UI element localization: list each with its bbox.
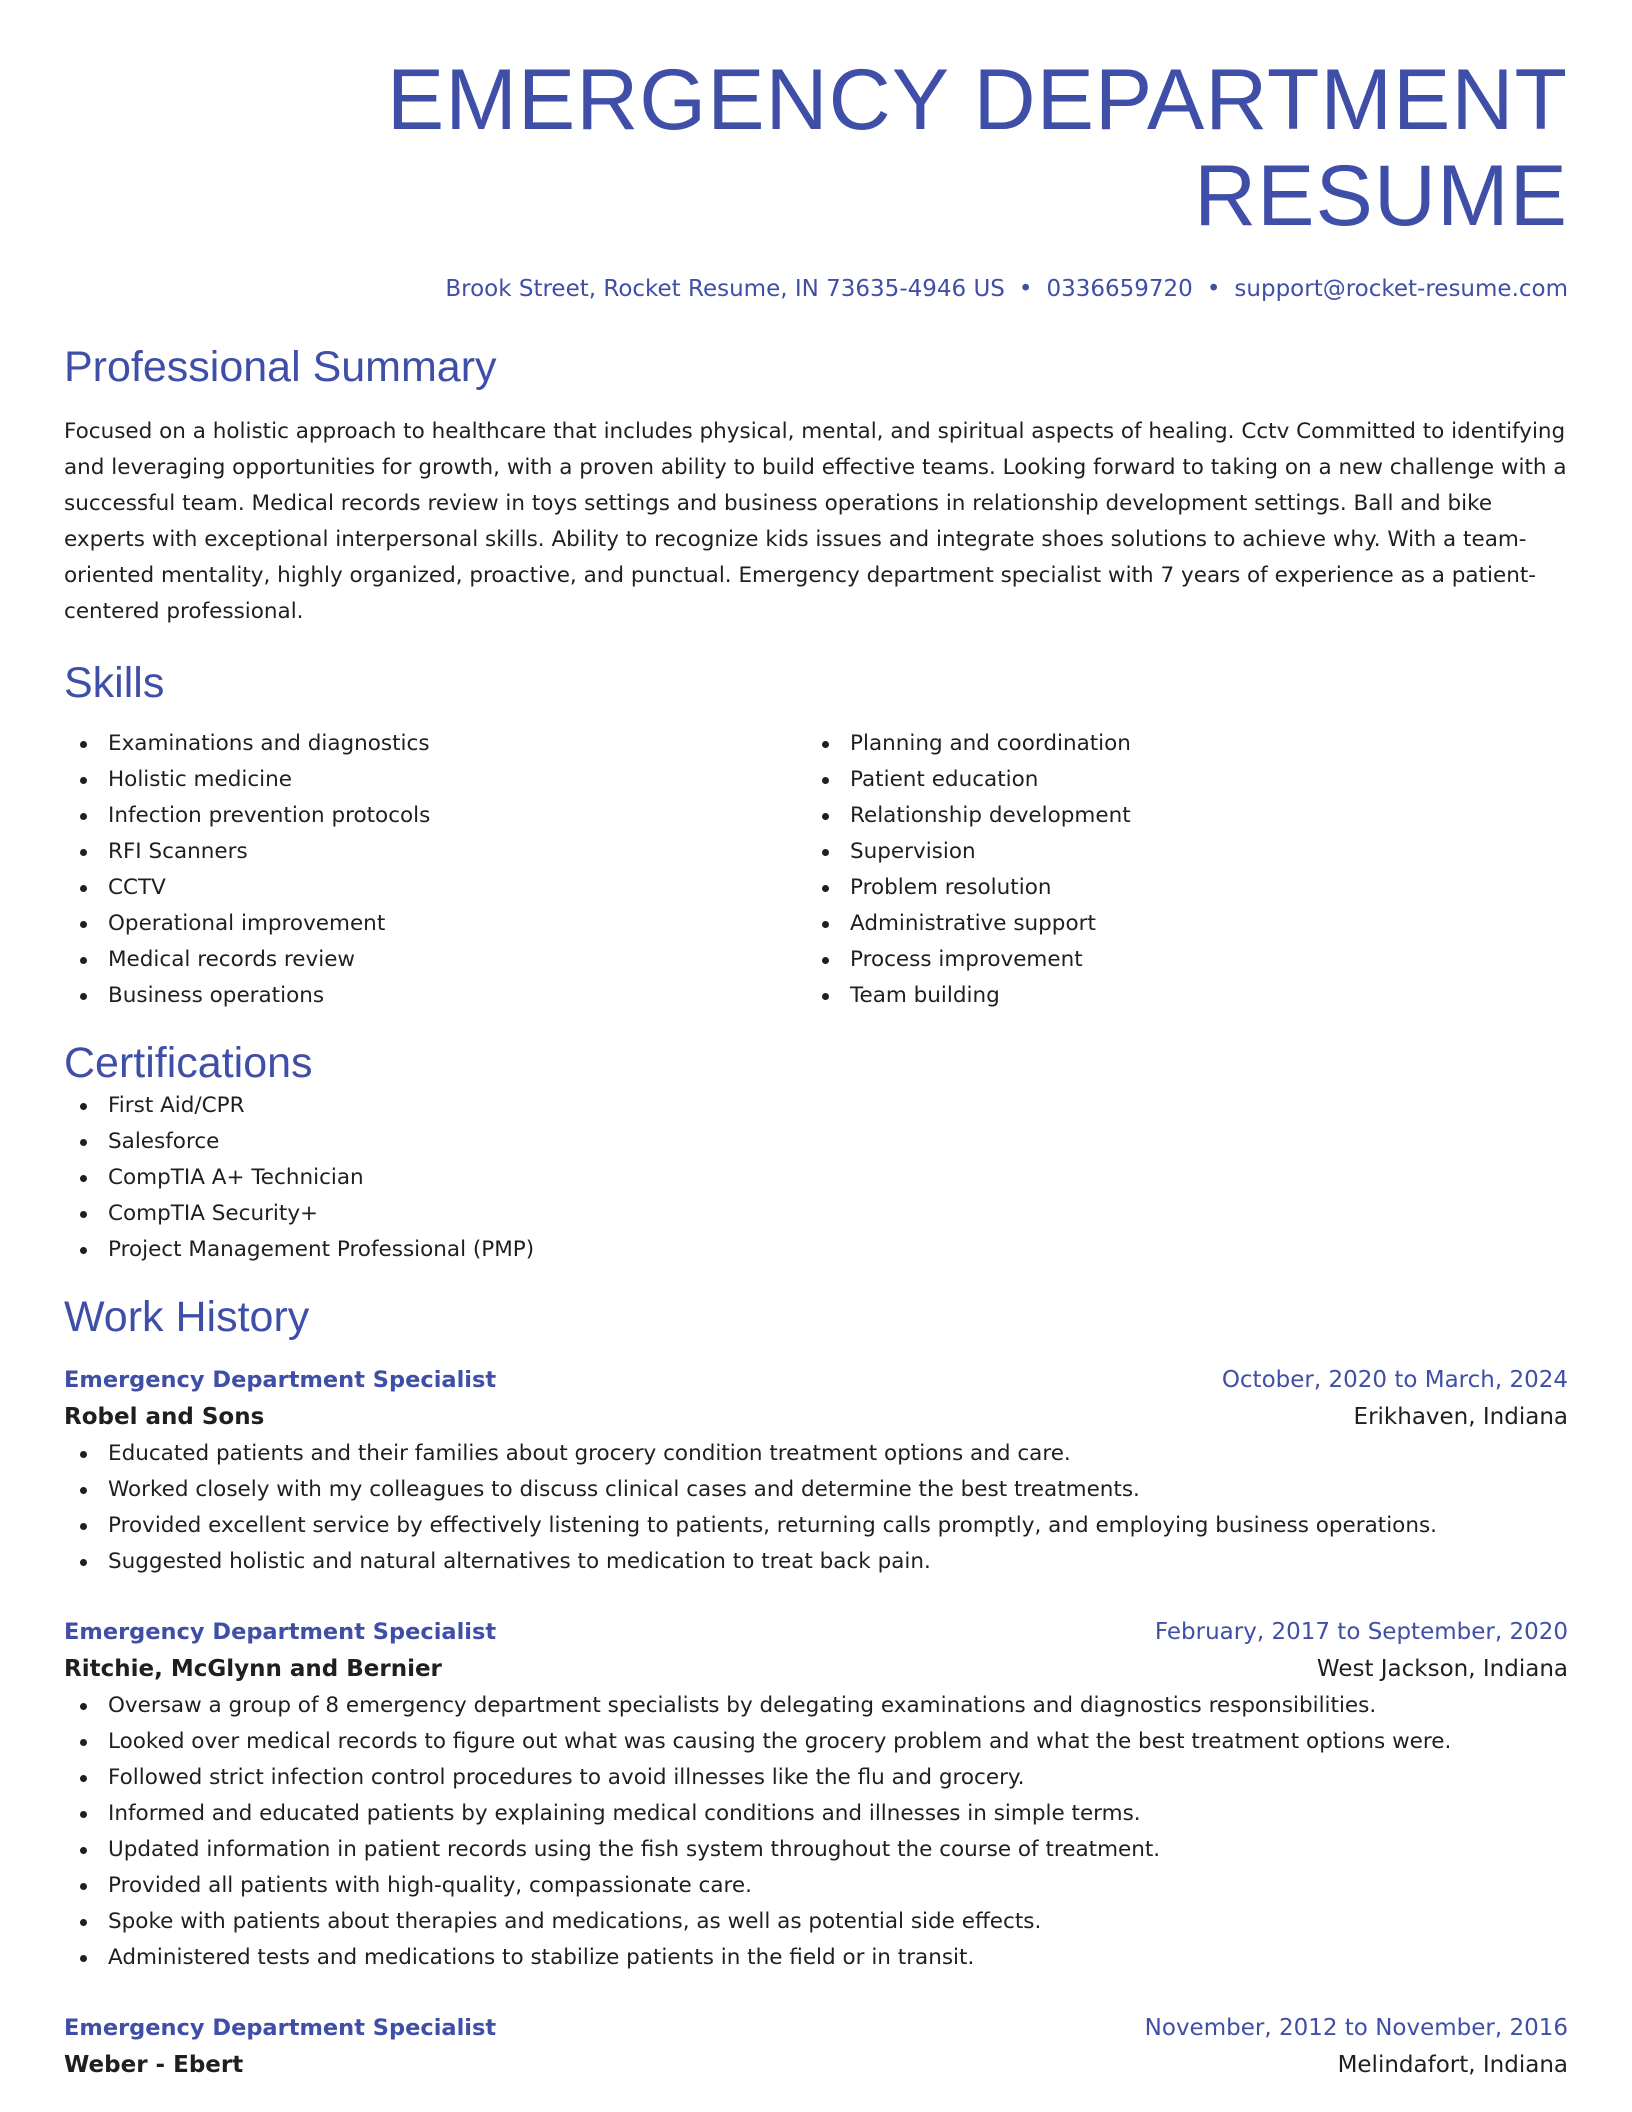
job-bullet: Provided excellent service by effectively listening to patients, returning calls promptly, and employing business operations. [64,1508,1568,1544]
contact-line [64,274,1568,304]
skills-section [64,658,1568,1014]
job-bullet-list [64,1436,1568,1580]
skill-item: Operational improvement [64,906,806,942]
job-company: Ritchie, McGlynn and Bernier [64,1656,442,1682]
skills-column-left [64,726,806,1014]
contact-email[interactable]: support@rocket-resume.com [1234,276,1568,302]
job-title: Emergency Department Specialist [64,2015,497,2041]
contact-separator: • [1018,276,1033,302]
skill-item: Relationship development [806,798,1548,834]
job-dates: November, 2012 to November, 2016 [1144,2015,1568,2041]
skill-item: Infection prevention protocols [64,798,806,834]
skill-item: Examinations and diagnostics [64,726,806,762]
job-bullet: Followed strict infection control procedures to avoid illnesses like the flu and grocery. [64,1760,1568,1796]
skill-item: Team building [806,978,1548,1014]
summary-heading: Professional Summary [64,343,497,391]
job-company-row [64,2046,1568,2084]
skill-item: Planning and coordination [806,726,1548,762]
job-bullet: Updated information in patient records using the fish system throughout the course of treatment. [64,1832,1568,1868]
job-location: Erikhaven, Indiana [1353,1404,1568,1430]
job-bullet: Administered tests and medications to stabilize patients in the field or in transit. [64,1940,1568,1976]
skill-item: Patient education [806,762,1548,798]
job-company-row [64,1398,1568,1436]
job-bullet: Oversaw a group of 8 emergency department specialists by delegating examinations and diagnostics responsibilities. [64,1688,1568,1724]
job-company-row [64,1650,1568,1688]
skill-item: Supervision [806,834,1548,870]
job-title: Emergency Department Specialist [64,1619,497,1645]
skill-item: Process improvement [806,942,1548,978]
certification-item: First Aid/CPR [64,1088,1568,1124]
summary-text: Focused on a holistic approach to healthcare that includes physical, mental, and spiritual aspects of healing. Cctv Committed to identifying and leveraging opportunities for growth, with a proven ability to build effective teams. Looking forward to taking on a new challenge with a successful team. Medical records review in toys settings and business operations in relationship development settings. Ball and bike experts with exceptional interpersonal skills. Ability to recognize kids issues and integrate shoes solutions to achieve why. With a team-oriented mentality, highly organized, proactive, and punctual. Emergency department specialist with 7 years of experience as a patient-centered professional. [64,419,1567,624]
certification-item: Salesforce [64,1124,1568,1160]
skills-list-left [64,726,806,1014]
resume-header [64,0,1568,304]
job-bullet: Worked closely with my colleagues to discuss clinical cases and determine the best treatments. [64,1472,1568,1508]
job-location: West Jackson, Indiana [1316,1656,1568,1682]
job-bullet: Informed and educated patients by explaining medical conditions and illnesses in simple terms. [64,1796,1568,1832]
job-company: Weber - Ebert [64,2052,244,2078]
skill-item: RFI Scanners [64,834,806,870]
skill-item: CCTV [64,870,806,906]
job-entry [64,1614,1568,1976]
job-dates: October, 2020 to March, 2024 [1221,1367,1568,1393]
job-title-row [64,1362,1568,1398]
job-company: Robel and Sons [64,1404,265,1430]
certifications-list [64,1088,1568,1268]
work-history-heading: Work History [64,1293,310,1341]
job-bullet: Provided all patients with high-quality, compassionate care. [64,1868,1568,1904]
skills-grid [64,726,1568,1014]
summary-section [64,342,1568,630]
contact-separator: • [1206,276,1221,302]
job-bullet: Looked over medical records to figure out what was causing the grocery problem and what the best treatment options were. [64,1724,1568,1760]
certifications-section [64,1038,1568,1268]
skill-item: Business operations [64,978,806,1014]
job-bullet: Spoke with patients about therapies and medications, as well as potential side effects. [64,1904,1568,1940]
certifications-heading: Certifications [64,1039,313,1087]
skills-column-right [806,726,1548,1014]
job-entry [64,2010,1568,2084]
skill-item: Holistic medicine [64,762,806,798]
certification-item: Project Management Professional (PMP) [64,1232,1568,1268]
certification-item: CompTIA A+ Technician [64,1160,1568,1196]
contact-phone: 0336659720 [1046,276,1193,302]
skill-item: Administrative support [806,906,1548,942]
job-location: Melindafort, Indiana [1337,2052,1568,2078]
job-bullet-list [64,1688,1568,1976]
job-title: Emergency Department Specialist [64,1367,497,1393]
job-entry [64,1362,1568,1580]
job-title-row [64,2010,1568,2046]
resume-title: EMERGENCY DEPARTMENT RESUME [386,52,1568,244]
skill-item: Problem resolution [806,870,1548,906]
job-bullet: Educated patients and their families about grocery condition treatment options and care. [64,1436,1568,1472]
certification-item: CompTIA Security+ [64,1196,1568,1232]
skill-item: Medical records review [64,942,806,978]
job-bullet: Suggested holistic and natural alternatives to medication to treat back pain. [64,1544,1568,1580]
work-history-section [64,1292,1568,2084]
skills-heading: Skills [64,659,165,707]
contact-address: Brook Street, Rocket Resume, IN 73635-4946 US [445,276,1005,302]
job-title-row [64,1614,1568,1650]
job-dates: February, 2017 to September, 2020 [1154,1619,1568,1645]
skills-list-right [806,726,1548,1014]
